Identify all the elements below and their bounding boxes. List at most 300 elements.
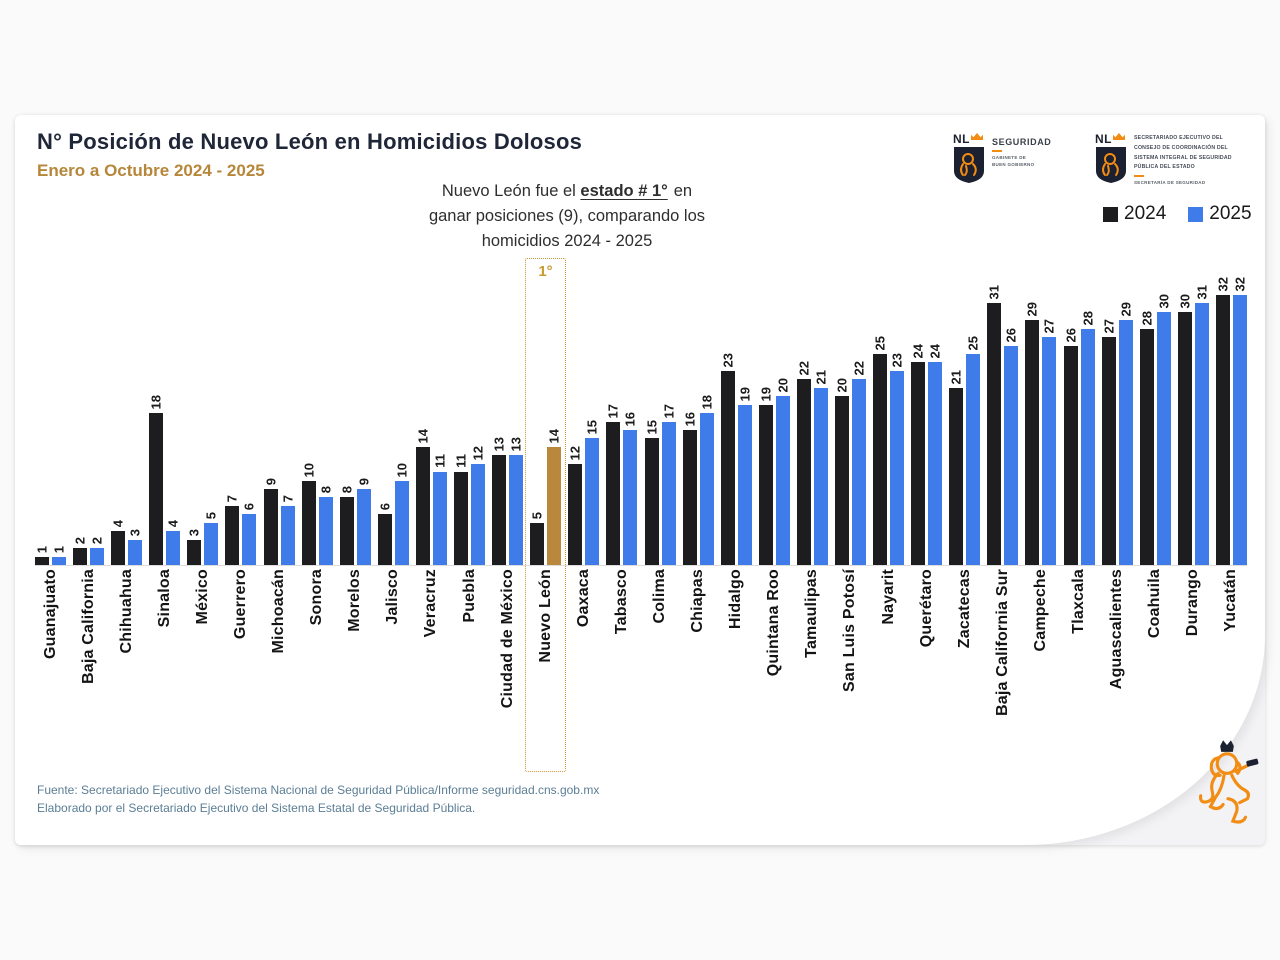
bar-group (872, 335, 905, 565)
bar-group (1024, 301, 1057, 565)
bar-2024 (187, 540, 201, 565)
x-axis-label: México (193, 569, 211, 625)
x-axis-label-column (759, 569, 790, 774)
x-axis-label: Nuevo León (536, 569, 554, 663)
bar-2024 (797, 379, 811, 565)
bar-group (986, 284, 1019, 565)
x-axis-label: Sonora (308, 569, 326, 626)
x-axis-label-column (1025, 569, 1056, 774)
crown-icon-2 (1113, 133, 1125, 140)
bar-value-label: 26 (1003, 327, 1019, 342)
bar-2024 (1025, 320, 1039, 565)
x-axis-label: Veracruz (422, 569, 440, 638)
bar-value-label: 30 (1156, 293, 1172, 308)
bar-value-label: 11 (432, 454, 448, 468)
bar-group (224, 494, 257, 565)
bar-pair-member (127, 528, 143, 565)
bar-value-label: 11 (453, 454, 469, 468)
bar-pair-member (1041, 318, 1057, 565)
bar-2025 (890, 371, 904, 565)
bar-pair-member (986, 284, 1002, 565)
bar-2025 (700, 413, 714, 565)
annotation-line2: ganar posiciones (9), comparando los (428, 206, 706, 225)
bar-value-label: 30 (1177, 293, 1193, 308)
bar-group (1063, 310, 1096, 565)
bar-value-label: 10 (394, 462, 410, 477)
page-title: N° Posición de Nuevo León en Homicidios Dolosos (37, 129, 583, 154)
bar-value-label: 28 (1139, 310, 1155, 325)
bar-pair-member (813, 369, 829, 565)
bar-pair-member (1215, 276, 1231, 565)
bar-value-label: 14 (415, 428, 431, 443)
logo1-title: SEGURIDAD (992, 137, 1052, 147)
x-axis-label: Baja California Sur (993, 569, 1011, 716)
bar-pair-member (1232, 276, 1248, 565)
legend-swatch-2024 (1103, 207, 1118, 222)
x-axis-label: Quintana Roo (765, 569, 783, 677)
bar-value-label: 16 (622, 411, 638, 426)
nl-mark-text-2: NL (1095, 132, 1112, 146)
bar-pair-member (415, 428, 431, 565)
x-axis-label: Aguascalientes (1108, 569, 1126, 690)
bar-pair-member (661, 403, 676, 565)
bar-2025 (242, 514, 256, 565)
bar-value-label: 15 (644, 419, 659, 434)
bar-2024 (416, 447, 430, 565)
bar-value-label: 17 (661, 403, 676, 418)
logo2-line-4: PÚBLICA DEL ESTADO (1134, 164, 1195, 171)
bar-2024 (73, 548, 87, 565)
x-axis-label-column (911, 569, 942, 774)
x-axis-label: Querétaro (917, 569, 935, 648)
x-axis-label: Chiapas (689, 569, 707, 633)
bar-value-label: 5 (529, 511, 545, 519)
annotation-line3: homicidios 2024 - 2025 (481, 231, 653, 250)
bar-2025 (1081, 329, 1095, 565)
bar-value-label: 22 (796, 360, 812, 375)
bar-2024 (721, 371, 735, 565)
bar-value-label: 19 (737, 386, 753, 401)
bar-2024 (568, 464, 582, 565)
bar-2025 (1157, 312, 1171, 565)
bar-pair-member (529, 511, 545, 565)
bar-chart (35, 255, 1247, 775)
bar-group (758, 377, 791, 565)
bar-pair-member (1177, 293, 1193, 565)
bar-2024 (873, 354, 887, 565)
chart-legend (1103, 203, 1252, 225)
x-axis-label: Zacatecas (955, 569, 973, 649)
annotation-line1-pre: Nuevo León fue el (441, 182, 581, 200)
x-axis-label-column (264, 569, 295, 774)
bar-2024 (606, 422, 620, 565)
bar-2025 (509, 455, 523, 565)
bar-pair-member (263, 477, 279, 565)
bar-value-label: 27 (1041, 318, 1057, 333)
x-axis-label: Campeche (1031, 569, 1049, 652)
x-axis-label-column (873, 569, 904, 774)
bar-2024 (645, 438, 659, 565)
nl-secretariado-logo (1095, 133, 1232, 187)
bar-2025 (585, 438, 599, 565)
bar-2024 (759, 405, 773, 565)
bar-group (910, 343, 943, 565)
bar-2025 (1233, 295, 1247, 565)
bar-value-label: 16 (682, 411, 698, 426)
bar-pair-member (241, 502, 257, 565)
bar-2024 (454, 472, 468, 565)
bar-value-label: 24 (910, 343, 926, 358)
x-axis-label: Ciudad de México (498, 569, 516, 709)
bar-value-label: 7 (224, 494, 240, 502)
nl-seguridad-logo (953, 133, 1051, 184)
logo2-dash (1134, 175, 1144, 177)
bar-value-label: 12 (567, 445, 583, 460)
bar-group (415, 428, 448, 565)
x-axis-label: Hidalgo (727, 569, 745, 630)
bar-value-label: 4 (110, 519, 126, 527)
x-axis-label-column (683, 569, 714, 774)
bar-2024 (1102, 337, 1116, 565)
bar-value-label: 13 (491, 436, 507, 451)
bar-2025 (1195, 303, 1209, 565)
x-axis-label: Baja California (79, 569, 97, 685)
bar-2025 (662, 422, 676, 565)
crown-icon (971, 133, 983, 140)
bar-group (529, 428, 562, 565)
bar-pair-member (318, 485, 334, 565)
bar-pair-member (796, 360, 812, 565)
bar-pair-member (605, 403, 621, 565)
bar-2025 (623, 430, 637, 565)
x-axis-label-column (949, 569, 980, 774)
x-axis-label: Tamaulipas (803, 569, 821, 658)
bar-group (491, 436, 524, 565)
bar-value-label: 14 (546, 428, 562, 443)
bar-2025 (738, 405, 752, 565)
bar-2025 (471, 464, 485, 565)
shield-lion-icon-2 (1095, 146, 1127, 184)
bar-pair-member (470, 445, 486, 565)
bar-pair-member (34, 545, 50, 565)
bar-value-label: 23 (720, 352, 736, 367)
bar-pair-member (758, 386, 774, 565)
bar-value-label: 25 (872, 335, 888, 350)
x-axis-label-column (721, 569, 752, 774)
nl-mark-text: NL (953, 132, 970, 146)
bar-pair-member (644, 419, 659, 565)
x-axis-label: Oaxaca (574, 569, 592, 628)
x-axis-label: Michoacán (270, 569, 288, 654)
bar-value-label: 9 (356, 477, 372, 485)
bar-pair-member (720, 352, 736, 565)
bar-group (1101, 301, 1134, 565)
x-axis-label: San Luis Potosí (841, 569, 859, 693)
x-axis-label-column (225, 569, 256, 774)
bar-pair-member (775, 377, 791, 565)
bar-value-label: 29 (1024, 301, 1040, 316)
annotation-underlined: estado # 1° (580, 182, 668, 200)
x-axis-label-column (568, 569, 599, 774)
bar-2025 (1119, 320, 1133, 565)
bar-pair-member (737, 386, 753, 565)
bar-pair-member (851, 360, 867, 565)
bar-2024 (835, 396, 849, 565)
bar-group (948, 335, 981, 565)
bar-value-label: 1 (51, 545, 67, 553)
bar-pair-member (165, 519, 181, 565)
bar-pair-member (394, 462, 410, 565)
bar-value-label: 8 (339, 485, 355, 493)
annotation-line1-post: en (673, 182, 693, 200)
bar-2025 (90, 548, 104, 565)
bar-pair-member (927, 343, 943, 565)
bar-value-label: 20 (834, 377, 850, 392)
x-axis-label-column (606, 569, 637, 774)
x-axis-label-column (835, 569, 866, 774)
bar-2025 (1004, 346, 1018, 565)
bar-value-label: 4 (165, 519, 181, 527)
bar-value-label: 26 (1063, 327, 1079, 342)
bar-value-label: 18 (699, 394, 715, 409)
bar-group (110, 519, 143, 565)
legend-label-2025: 2025 (1209, 203, 1252, 224)
bar-pair-member (491, 436, 507, 565)
bar-value-label: 31 (1194, 284, 1210, 299)
bar-2024 (149, 413, 163, 565)
x-axis-label-column (302, 569, 333, 774)
source-line-1: Fuente: Secretariado Ejecutivo del Sistema Nacional de Seguridad Pública/Informe seguridad.cns.gob.mx (37, 783, 600, 797)
x-axis-label-column (492, 569, 523, 774)
x-axis-label: Jalisco (384, 569, 402, 625)
bar-2025 (395, 481, 409, 565)
x-axis-label: Durango (1184, 569, 1202, 637)
slide-card (15, 115, 1265, 845)
bar-pair-member (224, 494, 240, 565)
bar-2024 (302, 481, 316, 565)
bar-2024 (949, 388, 963, 565)
bar-value-label: 6 (241, 502, 257, 510)
x-axis-label-column (1102, 569, 1133, 774)
x-axis-label: Tlaxcala (1070, 569, 1088, 634)
bar-group (682, 394, 715, 565)
x-axis-label-column (645, 569, 676, 774)
bar-group (796, 360, 829, 565)
bar-group (72, 536, 105, 565)
x-axis-label-column (416, 569, 447, 774)
bar-value-label: 18 (148, 394, 164, 409)
bar-value-label: 29 (1118, 301, 1134, 316)
bar-value-label: 3 (127, 528, 143, 536)
x-axis-label-column (530, 569, 561, 774)
bar-group (263, 477, 296, 565)
bar-value-label: 12 (470, 445, 486, 460)
bar-group (148, 394, 181, 565)
bar-pair-member (1101, 318, 1117, 565)
x-axis-label-column (454, 569, 485, 774)
bar-2024 (530, 523, 544, 565)
bar-2025 (814, 388, 828, 565)
bar-group (34, 545, 67, 565)
bar-2024 (1178, 312, 1192, 565)
x-axis-label: Guanajuato (41, 569, 59, 660)
x-axis-label: Tabasco (612, 569, 630, 635)
bar-pair-member (72, 536, 88, 565)
bar-2024 (683, 430, 697, 565)
bar-value-label: 19 (758, 386, 774, 401)
x-axis-label-column (1064, 569, 1095, 774)
bar-group (453, 445, 486, 565)
bar-value-label: 7 (280, 494, 296, 502)
bar-pair-member (682, 411, 698, 565)
x-axis-line (35, 565, 1247, 566)
highlight-rank-label: 1° (538, 263, 553, 280)
x-axis-label-column (1140, 569, 1171, 774)
bar-pair-member (1194, 284, 1210, 565)
bar-group (339, 477, 372, 565)
bar-value-label: 28 (1080, 310, 1096, 325)
x-axis-label-column (149, 569, 180, 774)
bar-pair-member (546, 428, 562, 565)
legend-item-2025 (1188, 203, 1251, 225)
bar-pair-member (948, 369, 964, 565)
bar-pair-member (356, 477, 372, 565)
bar-value-label: 32 (1232, 276, 1248, 291)
bar-pair-member (834, 377, 850, 565)
bar-pair-member (699, 394, 715, 565)
x-axis-label: Guerrero (231, 569, 249, 640)
bar-pair-member (567, 445, 583, 565)
shield-lion-icon (953, 146, 985, 184)
bar-group (1215, 276, 1248, 565)
x-axis-label-column (187, 569, 218, 774)
bar-value-label: 17 (605, 403, 621, 418)
bar-group (1177, 284, 1210, 565)
logo2-tagline: SECRETARÍA DE SEGURIDAD (1134, 180, 1206, 186)
bar-2025 (204, 523, 218, 565)
page-subtitle: Enero a Octubre 2024 - 2025 (37, 161, 265, 180)
bar-2025 (1042, 337, 1056, 565)
bar-group (605, 403, 638, 565)
annotation-text (383, 179, 751, 253)
bar-pair-member (280, 494, 296, 565)
bar-value-label: 22 (851, 360, 867, 375)
bar-value-label: 5 (203, 511, 219, 519)
bar-2024 (378, 514, 392, 565)
bar-2025 (166, 531, 180, 565)
bar-value-label: 1 (34, 545, 50, 553)
logo2-line-3: SISTEMA INTEGRAL DE SEGURIDAD (1134, 154, 1232, 161)
bar-2025 (52, 557, 66, 565)
bar-value-label: 21 (813, 369, 829, 384)
bar-pair-member (910, 343, 926, 565)
nl-shield-2 (1095, 133, 1127, 184)
bar-pair-member (89, 536, 105, 565)
bar-pair-member (508, 436, 524, 565)
bar-pair-member (1139, 310, 1155, 565)
x-axis-label: Yucatán (1222, 569, 1240, 632)
bar-pair-member (965, 335, 981, 565)
bar-2025 (281, 506, 295, 565)
bar-pair-member (186, 528, 202, 565)
logo1-dash (992, 150, 1002, 152)
bar-group (567, 419, 600, 565)
lion-logo-icon (1188, 737, 1266, 837)
x-axis-label: Morelos (346, 569, 364, 632)
bar-2024 (492, 455, 506, 565)
bar-pair-member (203, 511, 219, 565)
bar-pair-member (622, 411, 638, 565)
bar-2025 (357, 489, 371, 565)
bar-group (720, 352, 753, 565)
bar-pair-member (453, 454, 469, 565)
bar-pair-member (377, 502, 393, 565)
logo1-tagline-2: BUEN GOBIERNO (992, 161, 1035, 167)
legend-swatch-2025 (1188, 207, 1203, 222)
x-axis-label-column (73, 569, 104, 774)
bar-value-label: 20 (775, 377, 791, 392)
bar-group (834, 360, 867, 565)
bar-value-label: 27 (1101, 318, 1117, 333)
x-axis-label-column (111, 569, 142, 774)
bar-value-label: 32 (1215, 276, 1231, 291)
bar-2024 (1064, 346, 1078, 565)
bar-value-label: 31 (986, 284, 1002, 299)
x-axis-label: Puebla (460, 569, 478, 623)
logo1-tagline-1: GABINETE DE (992, 155, 1027, 160)
bar-group (1139, 293, 1172, 565)
bar-group (186, 511, 219, 565)
bar-2024 (1216, 295, 1230, 565)
bar-value-label: 21 (948, 369, 964, 384)
bar-2025 (433, 472, 447, 565)
bar-pair-member (889, 352, 905, 565)
bar-value-label: 3 (186, 528, 202, 536)
x-axis-label-column (797, 569, 828, 774)
bar-value-label: 24 (927, 343, 943, 358)
bar-value-label: 9 (263, 477, 279, 485)
bar-2025 (128, 540, 142, 565)
x-axis-label-column (987, 569, 1018, 774)
x-axis-label: Sinaloa (155, 569, 173, 628)
legend-label-2024: 2024 (1124, 203, 1167, 224)
bar-pair-member (1003, 327, 1019, 565)
x-axis-label: Colima (651, 569, 668, 624)
bar-2024 (987, 303, 1001, 565)
bar-2024 (1140, 329, 1154, 565)
bar-2025 (928, 362, 942, 565)
bar-2025 (776, 396, 790, 565)
bar-pair-member (110, 519, 126, 565)
bar-pair-member (148, 394, 164, 565)
bars-area (35, 255, 1247, 565)
bar-group (377, 462, 410, 565)
bar-2024 (111, 531, 125, 565)
bar-value-label: 10 (301, 462, 317, 477)
x-axis-label-column (340, 569, 371, 774)
x-axis-label: Chihuahua (117, 569, 135, 654)
bar-value-label: 2 (72, 536, 88, 544)
bar-2024 (911, 362, 925, 565)
bar-value-label: 6 (377, 502, 393, 510)
x-axis-label-column (378, 569, 409, 774)
x-axis-label: Nayarit (879, 569, 897, 625)
bar-group (644, 403, 676, 565)
bar-pair-member (301, 462, 317, 565)
bar-value-label: 25 (965, 335, 981, 350)
legend-item-2024 (1103, 203, 1166, 225)
source-footer (37, 781, 599, 817)
